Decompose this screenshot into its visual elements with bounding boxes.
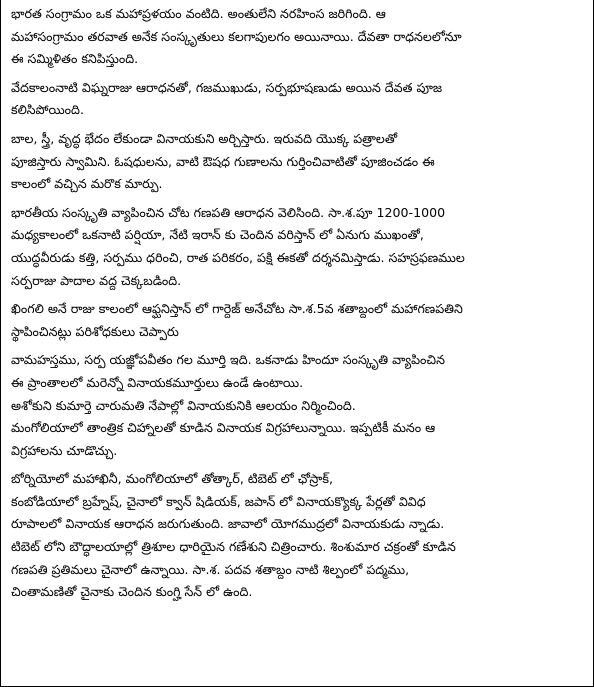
paragraph-8	[11, 417, 583, 462]
paragraph-5	[11, 298, 583, 343]
text-line: భారత సంగ్రామం ఒక మహాప్రళయం వంటిది. అంతులేని నరహింస జరిగింది. ఆ	[11, 6, 386, 21]
paragraph-4	[11, 202, 583, 292]
text-line: మంగోలియాలో తాంత్రిక చిహ్నాలతో కూడిన వినాయక విగ్రహాలున్నాయి. ఇప్పటికీ మనం ఆ	[11, 420, 436, 436]
text-line: భారతీయ సంస్కృతి వ్యాపించిన చోట గణపతి ఆరాధన వెలిసింది. సా.శ.పూ 1200-1000	[11, 204, 446, 220]
text-line: కంబోడియాలో బ్రహ్నేష్, చైనాలో క్వాన్ షిడియక్, జపాన్ లో వినాయక్యొక్క పేర్లతో వివిధ	[11, 493, 426, 509]
text-line: రూపాలలో వినాయక ఆరాధన జరుగుతుంది. జావాలో యోగముద్రలో వినాయకుడు న్నాడు.	[11, 516, 445, 532]
text-line: కాలంలో వచ్చిన మరొక మార్పు.	[11, 176, 163, 192]
text-line: పూజిస్తారు స్వామిని. ఓషధులను, వాటి ఔషధ గుణాలను గుర్తించివాటితో పూజించడం ఈ	[11, 153, 435, 169]
text-line: మహాసంగ్రామం తరవాత అనేక సంస్కృతులు కలగాపులగం అయినాయి. దేవతా రాధనలలోనూ	[11, 28, 462, 44]
text-line: గణపతి ప్రతిమలు చైనాలో ఉన్నాయి. సా.శ. పదవ శతాబ్దం నాటి శిల్పంలో పద్మము,	[11, 561, 410, 577]
paragraph-3	[11, 128, 583, 196]
text-line: వామహస్తము, సర్ప యజ్ఞోపవీతం గల మూర్తి ఇది. ఒకనాడు హిందూ సంస్కృతి వ్యాపించిన	[11, 352, 445, 368]
text-line: చింతామణితో చైనాకు చెందిన కుంగ్హి సేన్ లో ఉంది.	[11, 584, 253, 600]
text-line: మధ్యకాలంలో ఒకనాటి పర్షియా, నేటి ఇరాన్ కు చెందిన వరిస్తాన్ లో ఏనుగు ముఖంతో,	[11, 227, 424, 243]
text-line: స్థాపించినట్లు పరిశోధకులు చెప్పారు	[11, 323, 179, 339]
paragraph-6	[11, 349, 583, 394]
text-line: ఖింగలి అనే రాజు కాలంలో ఆఫ్ఘనిస్తాన్ లో గార్దెజ్ అనేచోట సా.శ.5వ శతాబ్దంలో మహాగణపతిని	[11, 301, 463, 317]
text-line: అశోకుని కుమార్తె చారుమతి నేపాల్లో వినాయకునికి ఆలయం నిర్మించింది.	[11, 397, 356, 413]
text-line: బాల, స్త్రీ, వృద్ధ భేదం లేకుండా వినాయకుని అర్చిస్తారు. ఇరువది యొక్క పత్రాలతో	[11, 130, 398, 146]
text-line: సర్పరాజు పాదాల వద్ద చెక్కబడింది.	[11, 272, 182, 288]
text-line: ఈ సమ్మిళితం కనిపిస్తుంది.	[11, 51, 139, 67]
text-line: ఈ ప్రాంతాలలో మరెన్నో వినాయకమూర్తులు ఉండే ఉంటాయి.	[11, 374, 304, 390]
text-line: టిబెట్ లోని బౌద్ధాలయాల్లో త్రిశూల ధారియైన గణేశుని చిత్రించారు. శింశుమార చక్రంతో కూడిన	[11, 539, 456, 555]
paragraph-2	[11, 77, 583, 122]
text-line: బోర్నియోలో మహాఖినీ, మంగోలియాలో తోత్కార్, టిబెట్ లో ఛోస్రాక్,	[11, 471, 334, 487]
paragraph-1	[11, 3, 583, 71]
paragraph-7	[11, 395, 583, 418]
text-line: కలిసిపోయింది.	[11, 102, 84, 118]
text-line: వేదకాలంనాటి విఘ్నరాజు ఆరాధనతో, గజముఖుడు, సర్పభూషణుడు అయిన దేవత పూజ	[11, 79, 443, 95]
paragraph-9	[11, 468, 583, 604]
text-line: యుద్ధవీరుడు కత్తి, సర్పము ధరించి, రాత పరికరం, పక్షి ఈకతో దర్శనమిస్తాడు. సహస్రఫణముల	[11, 249, 465, 265]
text-line: విగ్రహాలను చూడొచ్చు.	[11, 442, 118, 458]
